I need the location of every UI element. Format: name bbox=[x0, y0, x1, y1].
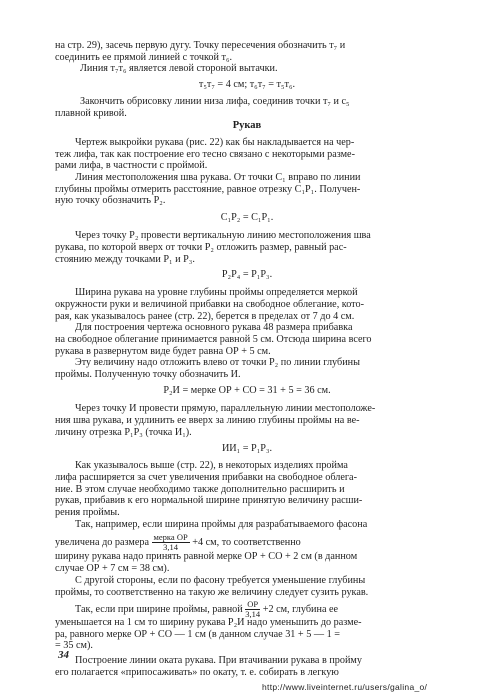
text-line: рукав, прибавив к его нормальной ширине принятую величину расши- bbox=[55, 495, 363, 506]
text-line: Через точку Р₂ провести вертикальную линию местоположения шва bbox=[75, 230, 371, 241]
text-line: рукава, по которой вверх от точки Р₂ отложить размер, равный рас- bbox=[55, 242, 347, 253]
text-line: Линия местоположения шва рукава. От точки С₁ вправо по линии bbox=[75, 172, 361, 183]
text-line: рами лифа, в частности с проймой. bbox=[55, 160, 208, 171]
text-line: ние. В этом случае необходимо также дополнительно расширить и bbox=[55, 484, 345, 495]
fraction-denominator: 3,14 bbox=[163, 542, 179, 552]
text-line: личину отрезка Р₁Р₃ (точка И₁). bbox=[55, 427, 192, 438]
formula: ИИ₁ = Р₁Р₃. bbox=[221, 443, 273, 454]
fraction-denominator: 3,14 bbox=[245, 609, 261, 619]
section-heading: Рукав bbox=[232, 120, 262, 131]
text-line: Для построения чертежа основного рукава 48 размера прибавка bbox=[75, 322, 353, 333]
text-fragment: Так, если при ширине проймы, равной bbox=[75, 603, 243, 615]
fraction bbox=[152, 533, 190, 552]
fraction-numerator: мерка ОР bbox=[153, 532, 188, 542]
text-line: соединить ее прямой линией с точкой т₆. bbox=[55, 52, 233, 63]
text-line: рая, как указывалось ранее (стр. 22), берется в пределах от 7 до 4 см. bbox=[55, 311, 355, 322]
text-line: Закончить обрисовку линии низа лифа, соединив точки т₇ и с₅ bbox=[80, 96, 350, 107]
text-line: Линия т₇т₆ является левой стороной вытачки. bbox=[80, 63, 278, 74]
text-line: плавной кривой. bbox=[55, 108, 127, 119]
formula: Р₂И = мерке ОР + СО = 31 + 5 = 36 см. bbox=[163, 385, 331, 396]
source-url: http://www.liveinternet.ru/users/galina_o/ bbox=[262, 682, 428, 692]
fraction-numerator: ОР bbox=[247, 599, 259, 609]
text-line: Так, например, если ширина проймы для разрабатываемого фасона bbox=[75, 519, 368, 530]
text-line: на стр. 29), засечь первую дугу. Точку пересечения обозначить т₇ и bbox=[55, 40, 346, 51]
text-line: теж лифа, так как построение его тесно связано с некоторыми разме- bbox=[55, 149, 355, 160]
page-number: 34 bbox=[58, 649, 69, 661]
text-line: ния шва рукава, и удлинить ее вверх за линию глубины проймы на ве- bbox=[55, 415, 360, 426]
text-line: Эту величину надо отложить влево от точки Р₂ по линии глубины bbox=[75, 357, 360, 368]
text-line: ра, равного мерке ОР + СО — 1 см (в данном случае 31 + 5 — 1 = bbox=[55, 629, 340, 640]
text-line: стоянию между точками Р₁ и Р₃. bbox=[55, 254, 195, 265]
text-line: Построение линии оката рукава. При втачивании рукава в пройму bbox=[75, 655, 362, 666]
text-fragment: +4 см, то соответственно bbox=[192, 536, 301, 548]
formula: Р₂Р₄ = Р₁Р₃. bbox=[221, 269, 273, 280]
text-fragment: увеличена до размера bbox=[55, 536, 149, 548]
text-fragment: +2 см, глубина ее bbox=[262, 603, 339, 615]
text-line: проймы. Полученную точку обозначить И. bbox=[55, 369, 241, 380]
text-line: лифа расширяется за счет увеличения прибавки на свободное облега- bbox=[55, 472, 357, 483]
text-line: проймы, то соответственно на такую же величину следует сузить рукав. bbox=[55, 587, 369, 598]
text-line: уменьшается на 1 см то ширину рукава Р₂И надо уменьшить до разме- bbox=[55, 617, 362, 628]
text-line: ную точку обозначить Р₂. bbox=[55, 195, 166, 206]
text-line: Чертеж выкройки рукава (рис. 22) как бы накладывается на чер- bbox=[75, 137, 355, 148]
text-line: Через точку И провести прямую, параллельную линии местоположе- bbox=[75, 403, 376, 414]
text-line: окружности руки и величиной прибавки на свободное облегание, кото- bbox=[55, 299, 364, 310]
text-line: случае ОР + 7 см = 38 см). bbox=[55, 563, 170, 574]
text-line: глубины проймы отмерить расстояние, равное отрезку С₁Р₁. Получен- bbox=[55, 184, 361, 195]
fraction-line bbox=[55, 533, 494, 552]
formula: т₅т₇ = 4 см; т₆т₇ = т₅т₆. bbox=[198, 79, 296, 90]
text-line: Как указывалось выше (стр. 22), в некоторых изделиях пройма bbox=[75, 460, 348, 471]
text-line: его полагается «припосаживать» по окату, т. е. собирать в легкую bbox=[55, 667, 339, 678]
text-line: Ширина рукава на уровне глубины проймы определяется меркой bbox=[75, 287, 358, 298]
text-line: на свободное облегание принимается равной 5 см. Отсюда ширина всего bbox=[55, 334, 372, 345]
text-line: С другой стороны, если по фасону требуется уменьшение глубины bbox=[75, 575, 366, 586]
text-line: = 35 см). bbox=[55, 640, 93, 651]
text-line: рения проймы. bbox=[55, 507, 120, 518]
text-line: ширину рукава надо принять равной мерке ОР + СО + 2 см (в данном bbox=[55, 551, 358, 562]
text-line: рукава в развернутом виде будет равна ОР + 5 см. bbox=[55, 346, 271, 357]
formula: С₁Р₂ = С₁Р₁. bbox=[220, 212, 274, 223]
